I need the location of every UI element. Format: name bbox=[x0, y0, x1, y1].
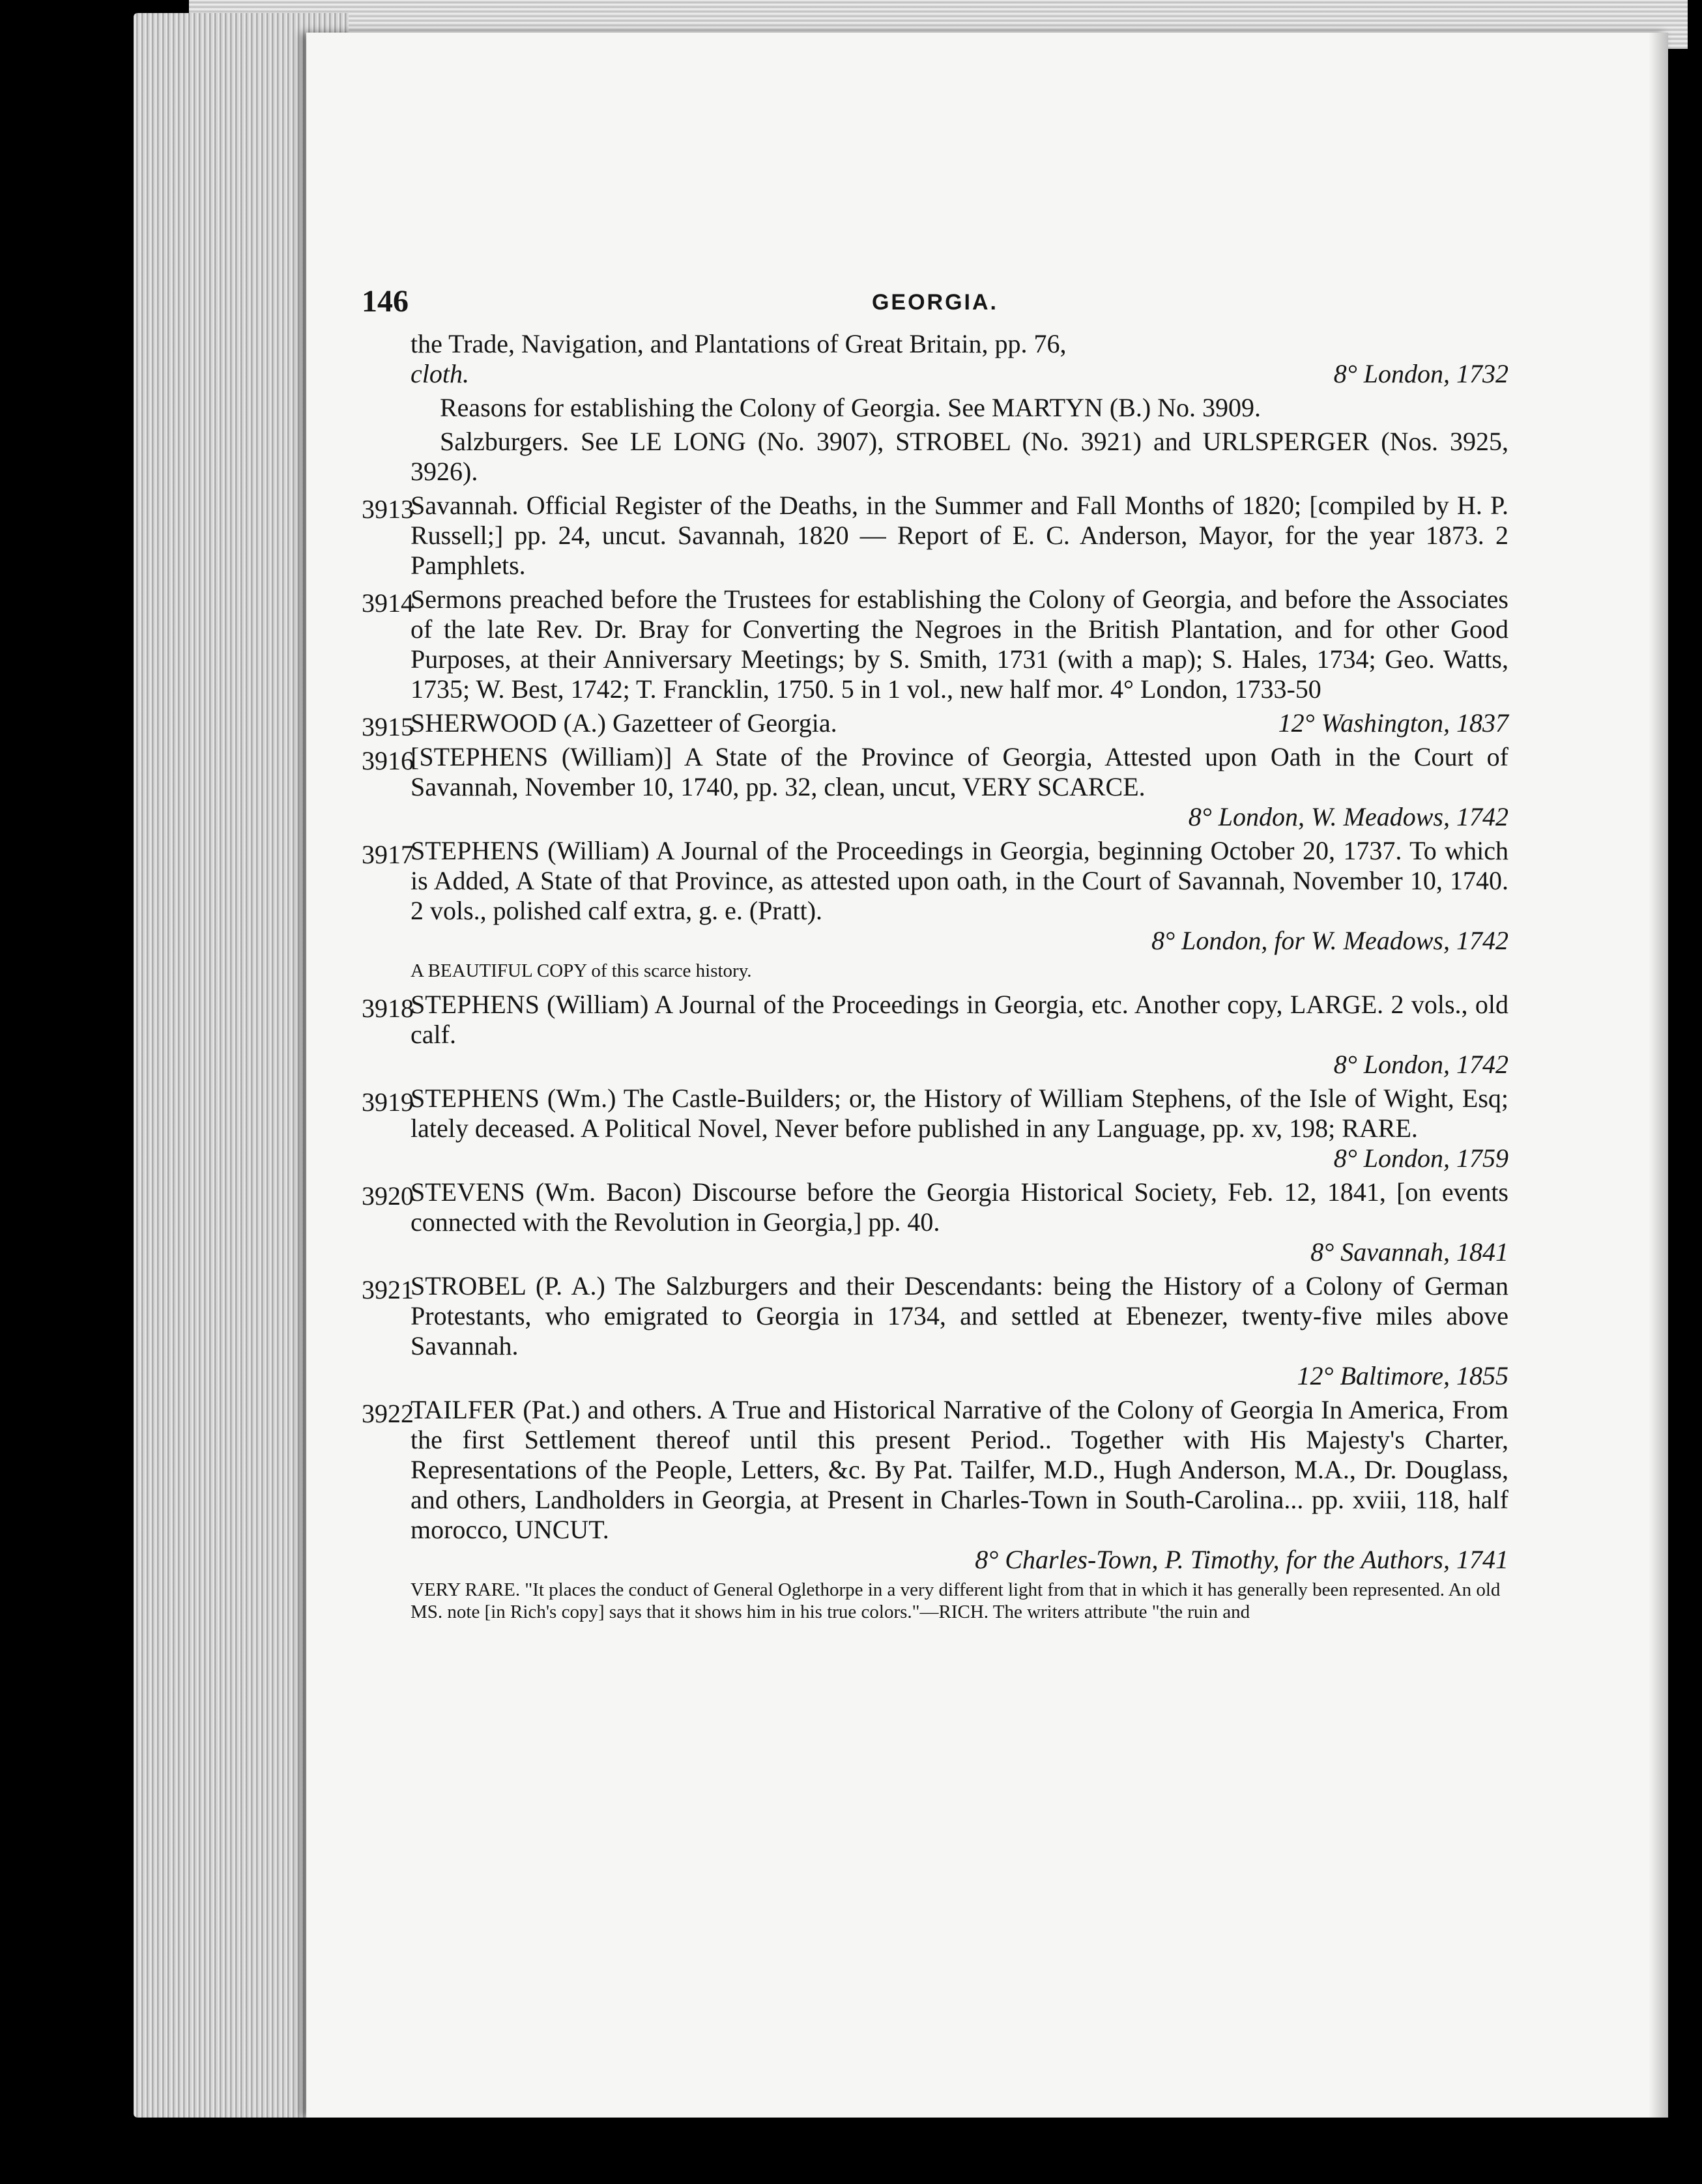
entry-text: STEPHENS (Wm.) The Castle-Builders; or, the History of William Stephens, of the Isle of Wight, Esq; lately deceased. A Political Novel, Never before published in any Language, pp. xv, 198; RARE. bbox=[411, 1084, 1508, 1143]
entry-imprint: 8° London, 1742 bbox=[1333, 1050, 1508, 1079]
entry-number: 3916 bbox=[362, 746, 414, 775]
entry-text: STROBEL (P. A.) The Salzburgers and their Descendants: being the History of a Colony of German Protestants, who emigrated to Georgia in 1734, and settled at Ebenezer, twenty-five miles above Savannah. bbox=[411, 1271, 1508, 1360]
catalog-entry bbox=[362, 836, 1508, 956]
entry-number: 3915 bbox=[362, 712, 414, 741]
catalog-entry bbox=[362, 1395, 1508, 1575]
page-content bbox=[362, 277, 1508, 1631]
entry-note: A BEAUTIFUL COPY of this scarce history. bbox=[411, 960, 752, 981]
entry-text: STEVENS (Wm. Bacon) Discourse before the Georgia Historical Society, Feb. 12, 1841, [on events connected with the Revolution in Georgia,] pp. 40. bbox=[411, 1177, 1508, 1237]
catalog-entry bbox=[362, 708, 1508, 741]
entry-text: STEPHENS (William) A Journal of the Proceedings in Georgia, etc. Another copy, LARGE. 2 vols., old calf. bbox=[411, 990, 1508, 1049]
page-number: 146 bbox=[362, 284, 409, 319]
entry-imprint: 12° Washington, 1837 bbox=[1278, 708, 1508, 738]
entry-text: Savannah. Official Register of the Deaths, in the Summer and Fall Months of 1820; [compiled by H. P. Russell;] pp. 24, uncut. Savannah, 1820 — Report of E. C. Anderson, Mayor, for the year 1873. 2 Pamphlets. bbox=[411, 491, 1508, 580]
entry-number: 3920 bbox=[362, 1181, 414, 1211]
entry-imprint: 12° Baltimore, 1855 bbox=[1297, 1361, 1508, 1390]
entry-line bbox=[411, 708, 1508, 738]
catalog-entry bbox=[362, 584, 1508, 704]
entry-number: 3914 bbox=[362, 588, 414, 618]
running-head bbox=[362, 277, 1508, 329]
intro-line-2 bbox=[411, 359, 1508, 389]
intro-binding: cloth. bbox=[411, 359, 469, 388]
entry-number: 3921 bbox=[362, 1275, 414, 1304]
intro-imprint: 8° London, 1732 bbox=[1333, 359, 1508, 388]
reasons-crossref: Reasons for establishing the Colony of Georgia. See MARTYN (B.) No. 3909. bbox=[440, 393, 1262, 422]
entry-number: 3919 bbox=[362, 1087, 414, 1117]
entry-imprint: 8° Charles-Town, P. Timothy, for the Authors, 1741 bbox=[975, 1545, 1508, 1574]
catalog-entry bbox=[362, 1271, 1508, 1391]
salzburgers-crossref: Salzburgers. See LE LONG (No. 3907), STROBEL (No. 3921) and URLSPERGER (Nos. 3925, 3926). bbox=[411, 427, 1508, 486]
entry-number: 3918 bbox=[362, 994, 414, 1023]
catalog-entry bbox=[362, 1084, 1508, 1173]
catalog-entry bbox=[362, 990, 1508, 1080]
entry-imprint: 8° London, 1759 bbox=[1333, 1143, 1508, 1173]
catalog-entry bbox=[362, 1177, 1508, 1267]
catalog-entry bbox=[362, 742, 1508, 832]
catalog-entry bbox=[362, 491, 1508, 581]
entry-text: [STEPHENS (William)] A State of the Province of Georgia, Attested upon Oath in the Court of Savannah, November 10, 1740, pp. 32, clean, uncut, VERY SCARCE. bbox=[411, 742, 1508, 801]
entry-imprint: 8° London, for W. Meadows, 1742 bbox=[1151, 926, 1508, 955]
entry-note: VERY RARE. "It places the conduct of General Oglethorpe in a very different light from that in which it has generally been represented. An old MS. note [in Rich's copy] says that it shows him in his true colors."—RICH. The writers attribute "the ruin and bbox=[411, 1579, 1501, 1622]
section-title: GEORGIA. bbox=[871, 290, 999, 315]
page-gutter-shadow bbox=[1649, 33, 1668, 2118]
entry-imprint: 8° London, W. Meadows, 1742 bbox=[1188, 802, 1508, 831]
entry-number: 3913 bbox=[362, 495, 414, 524]
entry-text: TAILFER (Pat.) and others. A True and Historical Narrative of the Colony of Georgia In America, From the first Settlement thereof until this present Period.. Together with His Majesty's Charter, Representations of the People, Letters, &c. By Pat. Tailfer, M.D., Hugh Anderson, M.A., Dr. Douglass, and others, Landholders in Georgia, at Present in Charles-Town in South-Carolina... pp. xviii, 118, half morocco, UNCUT. bbox=[411, 1395, 1508, 1544]
entry-number: 3922 bbox=[362, 1399, 414, 1428]
entry-text: Sermons preached before the Trustees for establishing the Colony of Georgia, and before the Associates of the late Rev. Dr. Bray for Converting the Negroes in the British Plantation, and for other Good Purposes, at their Anniversary Meetings; by S. Smith, 1731 (with a map); S. Hales, 1734; Geo. Watts, 1735; W. Best, 1742; T. Francklin, 1750. 5 in 1 vol., new half mor. 4° London, 1733-50 bbox=[411, 584, 1508, 704]
entry-text: SHERWOOD (A.) Gazetteer of Georgia. bbox=[411, 708, 837, 738]
entry-imprint: 8° Savannah, 1841 bbox=[1310, 1237, 1508, 1267]
entry-text: STEPHENS (William) A Journal of the Proceedings in Georgia, beginning October 20, 1737. To which is Added, A State of that Province, as attested upon oath, in the Court of Savannah, November 10, 1740. 2 vols., polished calf extra, g. e. (Pratt). bbox=[411, 836, 1508, 925]
intro-continuation bbox=[362, 329, 1508, 389]
entry-number: 3917 bbox=[362, 840, 414, 869]
intro-line-1: the Trade, Navigation, and Plantations of Great Britain, pp. 76, bbox=[411, 329, 1067, 358]
